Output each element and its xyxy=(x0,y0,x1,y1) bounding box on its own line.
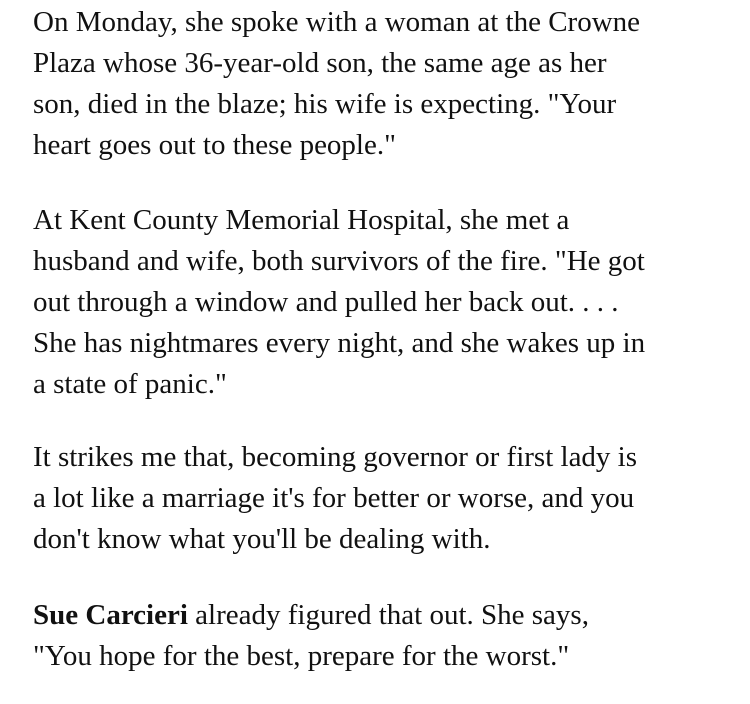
paragraph-3 xyxy=(33,437,637,560)
person-name: Sue Carcieri xyxy=(33,599,188,631)
text-line: At Kent County Memorial Hospital, she met a xyxy=(33,204,570,236)
text-line: don't know what you'll be dealing with. xyxy=(33,523,491,555)
text-line: out through a window and pulled her back out. . . . xyxy=(33,286,619,318)
text-line: a state of panic." xyxy=(33,368,227,400)
paragraph-2 xyxy=(33,200,645,405)
text-line: She has nightmares every night, and she wakes up in xyxy=(33,327,646,359)
quote-line: "You hope for the best, prepare for the worst." xyxy=(33,640,570,672)
text-line: heart goes out to these people." xyxy=(33,129,396,161)
text-line: Plaza whose 36-year-old son, the same age as her xyxy=(33,47,607,79)
text-line: son, died in the blaze; his wife is expecting. "Your xyxy=(33,88,617,120)
text-line: a lot like a marriage it's for better or worse, and you xyxy=(33,482,635,514)
text-fragment: already figured that out. She says, xyxy=(187,599,589,631)
text-line: It strikes me that, becoming governor or first lady is xyxy=(33,441,638,473)
text-line: husband and wife, both survivors of the fire. "He got xyxy=(33,245,645,277)
text-line xyxy=(33,595,589,636)
paragraph-4 xyxy=(33,595,589,677)
text-line: On Monday, she spoke with a woman at the Crowne xyxy=(33,6,641,38)
paragraph-1 xyxy=(33,2,640,166)
